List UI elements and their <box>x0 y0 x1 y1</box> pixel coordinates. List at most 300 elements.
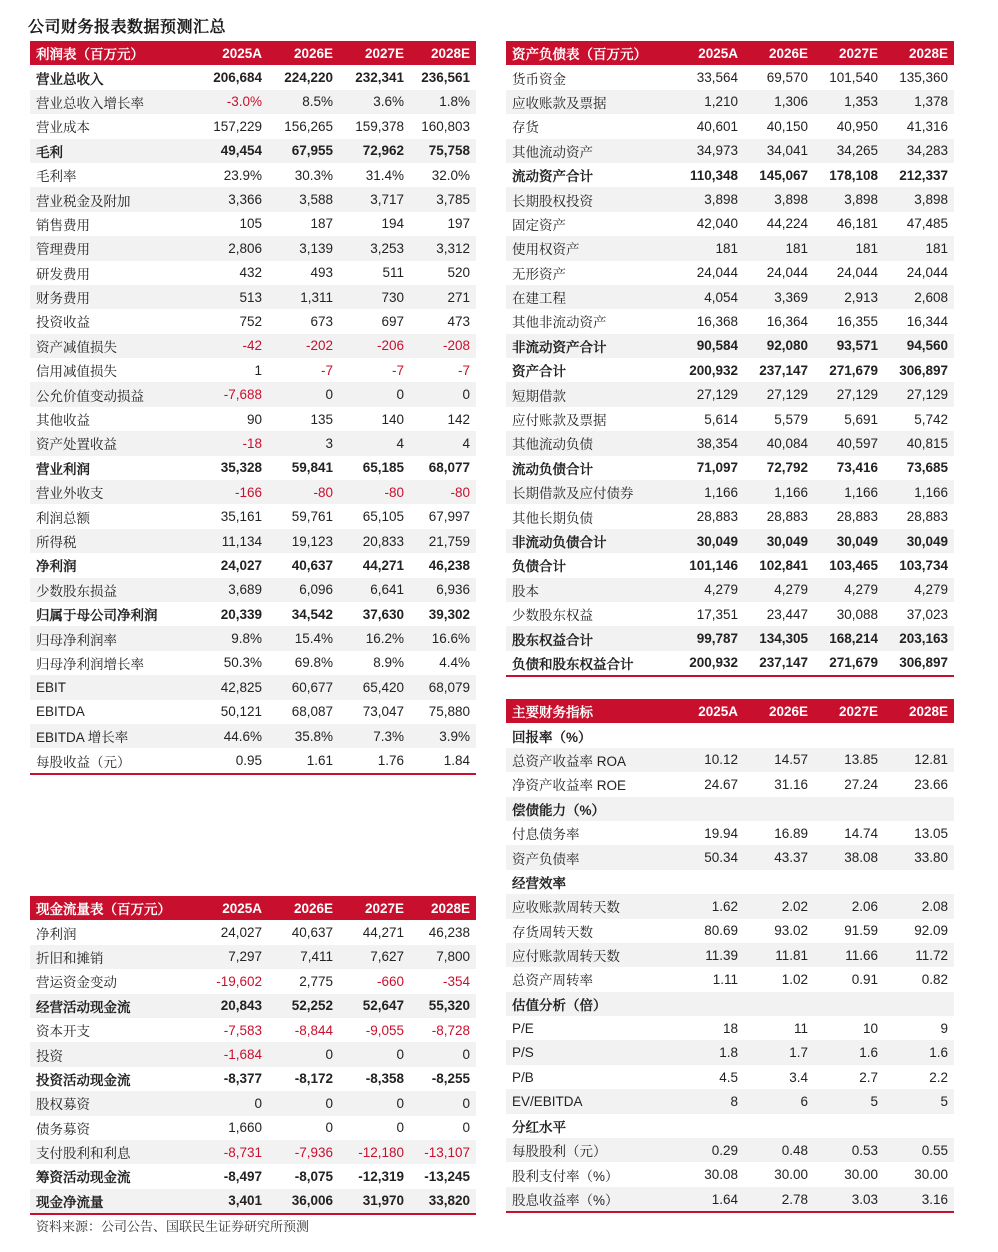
value-cell <box>814 992 884 1016</box>
value-cell: 1.8% <box>410 90 476 114</box>
value-cell: 4,054 <box>674 285 744 309</box>
value-cell: 1.62 <box>674 894 744 918</box>
value-cell: 156,265 <box>284 118 333 134</box>
value-cell: 13.05 <box>914 825 948 841</box>
table-row <box>506 163 954 187</box>
table-row <box>506 943 954 967</box>
value-cell: 168,214 <box>814 626 884 650</box>
row-label: 无形资产 <box>512 266 566 282</box>
value-cell: 27,129 <box>814 382 884 406</box>
value-cell: 55,320 <box>410 994 476 1018</box>
row-label: 长期借款及应付债券 <box>506 480 674 504</box>
table-row <box>506 285 954 309</box>
value-cell: 1.64 <box>674 1187 744 1212</box>
value-cell: 24,027 <box>220 925 262 941</box>
table-row <box>30 602 476 626</box>
value-cell: 24,044 <box>906 265 948 281</box>
year-header: 2026E <box>268 41 339 65</box>
value-cell: 99,787 <box>674 626 744 650</box>
value-cell: 20,843 <box>200 994 268 1018</box>
value-cell: 31.4% <box>365 167 404 183</box>
row-label: 其他收益 <box>36 413 90 429</box>
table-row <box>506 1162 954 1186</box>
year-header: 2025A <box>674 41 744 65</box>
value-cell: 3.6% <box>339 90 410 114</box>
row-label: 应付账款周转天数 <box>506 943 674 967</box>
row-label: 使用权资产 <box>506 236 674 260</box>
row-label: 归母净利润率 <box>30 626 200 650</box>
value-cell: -660 <box>376 973 404 989</box>
value-cell: 46,181 <box>836 216 878 232</box>
value-cell: -8,731 <box>200 1140 268 1164</box>
value-cell: 0 <box>268 382 339 406</box>
value-cell: 0.48 <box>744 1138 814 1162</box>
value-cell: 101,146 <box>689 557 738 573</box>
table-row <box>506 139 954 163</box>
row-label: 投资活动现金流 <box>36 1072 131 1088</box>
value-cell: 181 <box>814 236 884 260</box>
value-cell: 203,163 <box>884 626 954 650</box>
value-cell: 92,080 <box>744 334 814 358</box>
value-cell: 4,279 <box>674 578 744 602</box>
row-label: 归属于母公司净利润 <box>36 608 158 624</box>
value-cell: 1,660 <box>228 1120 262 1136</box>
row-label: 净资产收益率 ROE <box>512 778 627 794</box>
value-cell: 3,401 <box>200 1189 268 1214</box>
value-cell: 271,679 <box>814 651 884 676</box>
value-cell: 11.72 <box>884 943 954 967</box>
table-row <box>30 553 476 577</box>
value-cell: 197 <box>447 216 470 232</box>
value-cell: 1.6 <box>814 1040 884 1064</box>
table-row <box>30 651 476 675</box>
table-header-row <box>30 896 476 920</box>
value-cell: 30.00 <box>844 1167 878 1183</box>
value-cell: 473 <box>447 313 470 329</box>
value-cell: 224,220 <box>284 70 333 86</box>
value-cell: 3,717 <box>339 187 410 211</box>
value-cell: 39,302 <box>428 606 470 622</box>
table-row <box>506 967 954 991</box>
row-label: 经营活动现金流 <box>30 994 200 1018</box>
value-cell: 0 <box>200 1091 268 1115</box>
table-row <box>30 1018 476 1042</box>
table-row <box>30 945 476 969</box>
row-label: 毛利 <box>30 139 200 163</box>
table-row <box>30 212 476 236</box>
value-cell: -206 <box>339 334 410 358</box>
value-cell: -8,844 <box>294 1022 333 1038</box>
table-header-title: 资产负债表（百万元） <box>506 41 674 65</box>
row-label: 投资收益 <box>36 315 90 331</box>
table-row <box>30 114 476 138</box>
row-label: 销售费用 <box>36 217 90 233</box>
value-cell: 52,647 <box>339 994 410 1018</box>
value-cell: 200,932 <box>674 651 744 676</box>
value-cell: 49,454 <box>200 139 268 163</box>
value-cell: 3.03 <box>814 1187 884 1212</box>
value-cell: 80.69 <box>704 923 738 939</box>
value-cell: 0.53 <box>814 1138 884 1162</box>
table-row <box>506 382 954 406</box>
row-label: 长期股权投资 <box>506 187 674 211</box>
value-cell: 0.29 <box>674 1138 744 1162</box>
year-header: 2026E <box>268 896 339 920</box>
table-row <box>30 261 476 285</box>
value-cell <box>884 992 954 1016</box>
row-label: 应收账款周转天数 <box>506 894 674 918</box>
value-cell: -8,377 <box>223 1071 262 1087</box>
value-cell: -3.0% <box>200 90 268 114</box>
value-cell: 0 <box>396 1120 404 1136</box>
year-header: 2027E <box>339 896 410 920</box>
table-row <box>30 969 476 993</box>
value-cell: 44,224 <box>766 216 808 232</box>
row-label: 资产合计 <box>512 364 566 380</box>
value-cell: 2,806 <box>200 236 268 260</box>
value-cell: 3,253 <box>339 236 410 260</box>
table-row <box>30 1189 476 1214</box>
table-row <box>506 212 954 236</box>
value-cell: 23,447 <box>766 606 808 622</box>
table-row <box>506 529 954 553</box>
value-cell: 4,279 <box>884 578 954 602</box>
value-cell: 67,955 <box>268 139 339 163</box>
value-cell: 23.9% <box>223 167 262 183</box>
row-label: P/S <box>506 1040 674 1064</box>
value-cell: -13,107 <box>410 1140 476 1164</box>
value-cell: 4,279 <box>744 578 814 602</box>
value-cell: 34,542 <box>291 606 333 622</box>
value-cell: 5 <box>884 1089 954 1113</box>
value-cell: 16,355 <box>836 313 878 329</box>
year-header: 2026E <box>744 699 814 723</box>
value-cell: 40,637 <box>291 925 333 941</box>
value-cell: 13.85 <box>814 748 884 772</box>
row-label: 每股收益（元） <box>30 748 200 773</box>
value-cell: 0 <box>339 382 410 406</box>
value-cell: 16.6% <box>410 626 476 650</box>
table-row <box>506 845 954 869</box>
table-row <box>506 1138 954 1162</box>
value-cell: 5 <box>814 1089 884 1113</box>
table-row <box>30 748 476 773</box>
value-cell: -7 <box>457 362 470 378</box>
page-title: 公司财务报表数据预测汇总 <box>28 19 227 36</box>
row-label: 现金净流量 <box>30 1189 200 1214</box>
value-cell: 24,044 <box>766 265 808 281</box>
value-cell: 135 <box>310 411 333 427</box>
value-cell: 6 <box>744 1089 814 1113</box>
row-label: 总资产周转率 <box>512 973 593 989</box>
value-cell: 4.5 <box>719 1069 738 1085</box>
value-cell: 30.3% <box>294 167 333 183</box>
row-label: 短期借款 <box>506 382 674 406</box>
value-cell: 91.59 <box>844 923 878 939</box>
value-cell: 40,950 <box>836 118 878 134</box>
value-cell: 38.08 <box>814 845 884 869</box>
value-cell: 5,742 <box>914 411 948 427</box>
value-cell: 142 <box>447 411 470 427</box>
table-row <box>506 456 954 480</box>
table-row <box>30 358 476 382</box>
value-cell: 16,364 <box>766 313 808 329</box>
value-cell: 24,044 <box>836 265 878 281</box>
value-cell <box>744 797 814 821</box>
table-row <box>30 407 476 431</box>
value-cell: 24.67 <box>704 776 738 792</box>
table-row <box>30 431 476 455</box>
row-label: 应付账款及票据 <box>512 413 607 429</box>
row-label: 研发费用 <box>36 266 90 282</box>
row-label: EBITDA 增长率 <box>30 724 200 748</box>
table-row <box>30 994 476 1018</box>
table-row <box>506 480 954 504</box>
value-cell: 33,820 <box>410 1189 476 1214</box>
row-label: 公允价值变动损益 <box>30 382 200 406</box>
row-label: 归母净利润增长率 <box>36 656 144 672</box>
row-label: 营业总收入 <box>36 71 104 87</box>
row-label: 营业成本 <box>36 120 90 136</box>
row-label: 流动资产合计 <box>512 169 593 185</box>
value-cell: 1.84 <box>410 748 476 773</box>
table-row <box>30 529 476 553</box>
value-cell: 75,880 <box>428 704 470 720</box>
value-cell: 237,147 <box>759 362 808 378</box>
value-cell: -8,172 <box>294 1071 333 1087</box>
value-cell: 6,096 <box>268 578 339 602</box>
value-cell: -8,728 <box>431 1022 470 1038</box>
value-cell: 34,041 <box>744 139 814 163</box>
value-cell: 194 <box>381 216 404 232</box>
value-cell: 306,897 <box>884 651 954 676</box>
value-cell: 9 <box>940 1020 948 1036</box>
value-cell: 0 <box>339 1042 410 1066</box>
value-cell: 103,465 <box>829 557 878 573</box>
value-cell: 68,077 <box>428 460 470 476</box>
row-label: 营运资金变动 <box>36 975 117 991</box>
value-cell: 2,913 <box>814 285 884 309</box>
value-cell: 75,758 <box>410 139 476 163</box>
row-label: EBIT <box>30 675 200 699</box>
value-cell: 18 <box>722 1020 738 1036</box>
value-cell: 59,841 <box>291 460 333 476</box>
year-header: 2027E <box>814 699 884 723</box>
table-row <box>506 1040 954 1064</box>
value-cell: 40,597 <box>814 431 884 455</box>
value-cell: 2,775 <box>299 973 333 989</box>
row-label: 非流动负债合计 <box>506 529 674 553</box>
row-label: 固定资产 <box>512 217 566 233</box>
value-cell: 6,641 <box>339 578 410 602</box>
table-row <box>506 1016 954 1040</box>
value-cell: 72,792 <box>766 460 808 476</box>
row-label: 应收账款及票据 <box>506 90 674 114</box>
table-row <box>506 187 954 211</box>
row-label: 付息债务率 <box>512 827 580 843</box>
value-cell: 16.89 <box>774 825 808 841</box>
table-row <box>30 724 476 748</box>
value-cell: 28,883 <box>696 509 738 525</box>
value-cell: 30,049 <box>674 529 744 553</box>
value-cell: 30.00 <box>914 1167 948 1183</box>
value-cell: 11.81 <box>744 943 814 967</box>
balance-sheet-table <box>506 41 954 677</box>
value-cell: 40,084 <box>744 431 814 455</box>
value-cell: 8 <box>674 1089 744 1113</box>
value-cell: 181 <box>674 236 744 260</box>
row-label: EBITDA <box>36 704 85 720</box>
row-label: 其他流动负债 <box>506 431 674 455</box>
value-cell: 37,630 <box>362 606 404 622</box>
value-cell: 16.2% <box>339 626 410 650</box>
value-cell: 110,348 <box>689 167 738 183</box>
row-label: 经营效率 <box>512 875 566 891</box>
table-row <box>30 285 476 309</box>
value-cell: 33.80 <box>884 845 954 869</box>
value-cell: 27.24 <box>844 776 878 792</box>
value-cell: 135,360 <box>899 70 948 86</box>
value-cell: 178,108 <box>829 167 878 183</box>
value-cell: 3,369 <box>744 285 814 309</box>
value-cell: 101,540 <box>829 70 878 86</box>
row-label: P/B <box>512 1069 534 1085</box>
row-label: 负债和股东权益合计 <box>506 651 674 676</box>
value-cell: 1 <box>254 362 262 378</box>
row-label: 少数股东权益 <box>512 608 593 624</box>
value-cell: -9,055 <box>365 1022 404 1038</box>
value-cell: 181 <box>744 236 814 260</box>
table-row <box>506 821 954 845</box>
row-label: 回报率（%） <box>512 729 592 745</box>
value-cell: 35,161 <box>220 509 262 525</box>
value-cell: -7 <box>320 362 333 378</box>
value-cell: 511 <box>382 265 404 281</box>
value-cell: 31.16 <box>774 776 808 792</box>
value-cell: 5,691 <box>844 411 878 427</box>
table-row <box>506 358 954 382</box>
row-label: 营业外收支 <box>30 480 200 504</box>
financial-indicators-table <box>506 699 954 1213</box>
value-cell <box>814 797 884 821</box>
row-label: 股本 <box>506 578 674 602</box>
value-cell: -7,583 <box>223 1022 262 1038</box>
value-cell: 42,825 <box>200 675 268 699</box>
value-cell: 157,229 <box>213 118 262 134</box>
value-cell <box>884 723 954 747</box>
value-cell: 103,734 <box>899 557 948 573</box>
value-cell <box>814 870 884 894</box>
table-row <box>30 578 476 602</box>
value-cell: 93.02 <box>774 923 808 939</box>
value-cell: 73,047 <box>362 704 404 720</box>
value-cell: 20,339 <box>220 606 262 622</box>
section-row <box>506 1114 954 1138</box>
value-cell: 21,759 <box>410 529 476 553</box>
value-cell: 11,134 <box>200 529 268 553</box>
row-label: 非流动资产合计 <box>506 334 674 358</box>
value-cell: 697 <box>381 313 404 329</box>
value-cell: -7 <box>391 362 404 378</box>
row-label: 货币资金 <box>512 71 566 87</box>
value-cell: 3,366 <box>200 187 268 211</box>
value-cell: 4.4% <box>439 655 470 671</box>
value-cell: 1,166 <box>884 480 954 504</box>
row-label: 存货 <box>512 120 539 136</box>
value-cell: 27,129 <box>884 382 954 406</box>
row-label: 偿债能力（%） <box>506 797 674 821</box>
value-cell: 1,306 <box>744 90 814 114</box>
value-cell: 65,420 <box>339 675 410 699</box>
section-row <box>506 723 954 747</box>
value-cell: 0.95 <box>200 748 268 773</box>
value-cell: 2.02 <box>744 894 814 918</box>
value-cell: 5,614 <box>704 411 738 427</box>
value-cell: 30,049 <box>884 529 954 553</box>
year-header: 2028E <box>410 896 476 920</box>
year-header: 2025A <box>674 699 744 723</box>
row-label: 其他流动资产 <box>506 139 674 163</box>
row-label: 其他长期负债 <box>512 510 593 526</box>
value-cell: 52,252 <box>268 994 339 1018</box>
value-cell: -7,936 <box>268 1140 339 1164</box>
value-cell: 102,841 <box>759 557 808 573</box>
value-cell: 30,088 <box>836 606 878 622</box>
value-cell: 27,129 <box>744 382 814 406</box>
value-cell: 40,601 <box>696 118 738 134</box>
value-cell: 3,139 <box>268 236 339 260</box>
value-cell: 30.00 <box>774 1167 808 1183</box>
value-cell: 30.08 <box>704 1167 738 1183</box>
table-row <box>30 139 476 163</box>
table-row <box>506 1089 954 1113</box>
table-row <box>506 553 954 577</box>
value-cell <box>744 723 814 747</box>
value-cell: -8,497 <box>223 1168 262 1184</box>
value-cell: 2,608 <box>884 285 954 309</box>
value-cell: 1,166 <box>814 480 884 504</box>
row-label: 在建工程 <box>506 285 674 309</box>
table-row <box>506 919 954 943</box>
value-cell: -18 <box>200 431 268 455</box>
table-row <box>506 236 954 260</box>
table-header-title: 利润表（百万元） <box>30 41 200 65</box>
value-cell: 27,129 <box>674 382 744 406</box>
value-cell: 730 <box>339 285 410 309</box>
value-cell: 30,049 <box>744 529 814 553</box>
value-cell: 134,305 <box>744 626 814 650</box>
table-row <box>30 90 476 114</box>
value-cell: 15.4% <box>268 626 339 650</box>
value-cell: 72,962 <box>339 139 410 163</box>
value-cell: 1,166 <box>744 480 814 504</box>
row-label: 债务募资 <box>36 1121 90 1137</box>
value-cell: 306,897 <box>899 362 948 378</box>
value-cell: 73,416 <box>836 460 878 476</box>
value-cell: -202 <box>268 334 339 358</box>
value-cell <box>884 1114 954 1138</box>
value-cell: 0 <box>462 1120 470 1136</box>
row-label: 股息收益率（%） <box>506 1187 674 1212</box>
table-row <box>506 114 954 138</box>
value-cell: -42 <box>200 334 268 358</box>
value-cell: 6,936 <box>410 578 476 602</box>
table-row <box>30 456 476 480</box>
value-cell: 12.81 <box>884 748 954 772</box>
source-note: 资料来源：公司公告、国联民生证券研究所预测 <box>36 1219 310 1234</box>
row-label: 股权募资 <box>30 1091 200 1115</box>
value-cell: 0 <box>410 1091 476 1115</box>
